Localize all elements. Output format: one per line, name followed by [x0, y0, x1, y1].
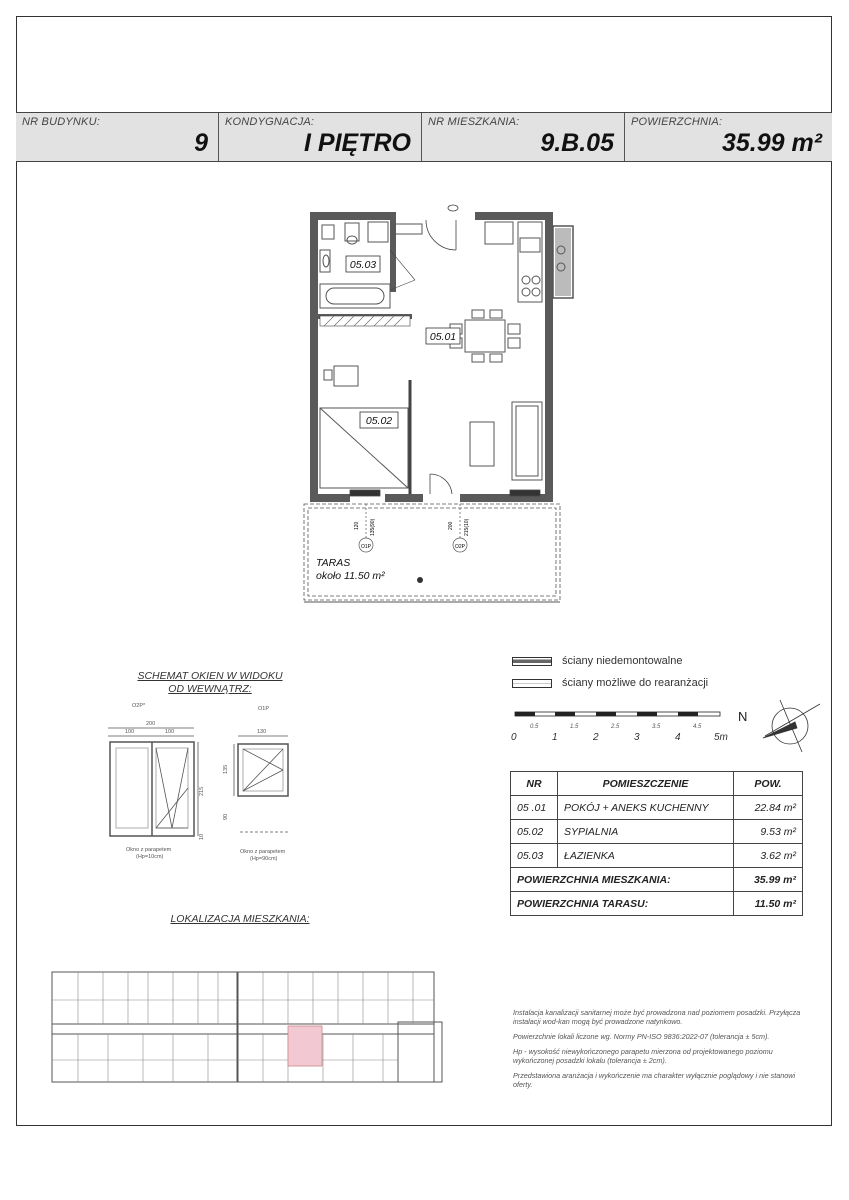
row-area: 22.84 m² — [734, 796, 803, 820]
w2-caption-2: (Hp=90cm) — [250, 856, 278, 862]
w2-height: 135 — [223, 764, 229, 774]
movable-wall-swatch — [512, 679, 552, 688]
building-cell — [16, 113, 219, 161]
scale-3-5: 3.5 — [652, 724, 661, 730]
total-apartment-row — [511, 868, 803, 892]
row-room: POKÓJ + ANEKS KUCHENNY — [558, 796, 734, 820]
legend-row-movable — [512, 672, 708, 694]
apartment-cell — [422, 113, 625, 161]
building-value: 9 — [194, 129, 208, 157]
living-furniture — [470, 402, 542, 480]
notes — [513, 1008, 813, 1095]
header-strip — [16, 112, 832, 162]
row-nr: 05 .01 — [511, 796, 558, 820]
scale-1-5: 1.5 — [570, 724, 579, 730]
scale-1: 1 — [552, 732, 558, 743]
note: Przedstawiona aranżacja i wykończenie ma charakter wyłącznie poglądowy i nie stanowi oferty. — [513, 1071, 796, 1089]
scale-5m: 5m — [714, 732, 728, 743]
w2-name: O1P — [258, 706, 270, 712]
row-nr: 05.02 — [511, 820, 558, 844]
highlighted-apartment — [288, 1026, 322, 1066]
row-nr: 05.03 — [511, 844, 558, 868]
col-nr: NR — [511, 772, 558, 796]
scale-4: 4 — [675, 732, 681, 743]
note: Instalacja kanalizacji sanitarnej może być prowadzona nad poziomem posadzki. Przyłącza instalacji wod-kan mogą być prowadzone natynkowo. — [513, 1008, 801, 1026]
windows-title — [110, 670, 310, 696]
row-room: ŁAZIENKA — [558, 844, 734, 868]
window-tag-o1p: O1P — [360, 544, 372, 550]
window-tag-o2p: O2P — [454, 544, 466, 550]
w1-caption-1: Okno z parapetem — [126, 847, 172, 853]
w2-caption-1: Okno z parapetem — [240, 849, 286, 855]
row-area: 9.53 m² — [734, 820, 803, 844]
location-title: LOKALIZACJA MIESZKANIA: — [170, 913, 310, 925]
apartment-value: 9.B.05 — [540, 129, 614, 157]
room-label-0501: 05.01 — [429, 331, 457, 343]
area-label: POWIERZCHNIA: — [631, 116, 723, 128]
legend-row-permanent — [512, 650, 708, 672]
rooms-table — [510, 771, 803, 916]
floor-cell — [219, 113, 422, 161]
w1-caption-2: (Hp=10cm) — [136, 854, 164, 860]
terrace-outline — [304, 504, 560, 600]
w2-sill: 90 — [223, 813, 229, 820]
legend-permanent-text: ściany niedemontowalne — [562, 655, 683, 667]
window1-dim-a: 120 — [354, 521, 360, 530]
w1-leaf-width-2: 100 — [165, 729, 175, 735]
floor-value: I PIĘTRO — [304, 129, 411, 157]
unit-dividers — [52, 972, 434, 1082]
room-label-0502: 05.02 — [365, 415, 393, 427]
windows-schematic — [90, 700, 320, 880]
room-label-0503: 05.03 — [349, 259, 377, 271]
col-area: POW. — [734, 772, 803, 796]
windows-title-1: SCHEMAT OKIEN W WIDOKU — [137, 670, 283, 682]
location-map — [48, 960, 448, 1090]
scale-0: 0 — [511, 732, 517, 743]
w1-total-width: 200 — [146, 721, 156, 727]
permanent-wall-swatch — [512, 657, 552, 666]
north-label: N — [738, 709, 748, 724]
terrace-name: TARAS — [316, 557, 351, 569]
permanent-walls — [310, 212, 553, 502]
legend-movable-text: ściany możliwe do rearanżacji — [562, 677, 709, 689]
rooms-table-header — [511, 772, 803, 796]
total-apartment-value: 35.99 m² — [734, 868, 803, 892]
floor-label: KONDYGNACJA: — [225, 116, 315, 128]
scale-major-labels — [511, 732, 728, 743]
w1-sill: 10 — [199, 833, 205, 840]
terrace-area: około 11.50 m² — [316, 570, 385, 582]
w1-leaf-width-1: 100 — [125, 729, 135, 735]
window2-dim-b: 215(10) — [464, 518, 470, 536]
window-o1p-drawing — [234, 736, 288, 832]
table-row — [511, 820, 803, 844]
building-label: NR BUDYNKU: — [22, 116, 100, 128]
row-area: 3.62 m² — [734, 844, 803, 868]
row-room: SYPIALNIA — [558, 820, 734, 844]
scale-0-5: 0.5 — [530, 724, 539, 730]
window2-dim-a: 200 — [448, 521, 454, 530]
total-apartment-label: POWIERZCHNIA MIESZKANIA: — [511, 868, 734, 892]
w1-height: 215 — [199, 786, 205, 796]
kitchen-niche-fill — [555, 228, 571, 296]
floor-plan — [290, 190, 590, 620]
window-o2p-drawing — [108, 728, 198, 836]
window-o1p-labels — [223, 706, 286, 862]
scale-2-5: 2.5 — [611, 724, 620, 730]
legend — [512, 650, 708, 694]
scale-3: 3 — [634, 732, 640, 743]
entry-door — [426, 205, 458, 250]
total-terrace-value: 11.50 m² — [734, 892, 803, 916]
scale-4-5: 4.5 — [693, 724, 702, 730]
w1-name: O2P* — [132, 703, 146, 709]
dining-table — [450, 310, 520, 362]
window1-dim-b: 135(90) — [370, 518, 376, 536]
apartment-label: NR MIESZKANIA: — [428, 116, 520, 128]
area-value: 35.99 m² — [721, 129, 822, 157]
total-terrace-row — [511, 892, 803, 916]
movable-wall-hatch — [320, 316, 410, 326]
table-row — [511, 844, 803, 868]
drain-icon — [417, 577, 423, 583]
note: Powierzchnie lokali liczone wg. Normy PN-ISO 9836:2022-07 (tolerancja ± 5cm). — [513, 1032, 770, 1041]
note: Hp - wysokość niewykończonego parapetu mierzona od projektowanego poziomu wykończonej posadzki lokalu (tolerancja ± 2cm). — [513, 1047, 773, 1065]
w2-width: 130 — [257, 729, 267, 735]
windows-title-2: OD WEWNĄTRZ: — [168, 683, 252, 695]
total-terrace-label: POWIERZCHNIA TARASU: — [511, 892, 734, 916]
scale-bar — [505, 700, 835, 760]
scale-2: 2 — [593, 732, 599, 743]
area-cell — [625, 113, 832, 161]
col-room: POMIESZCZENIE — [558, 772, 734, 796]
building-outline — [52, 972, 442, 1082]
scale-minor-labels — [530, 724, 702, 730]
north-arrow-icon — [763, 700, 820, 752]
table-row — [511, 796, 803, 820]
scale-segments — [515, 712, 720, 716]
